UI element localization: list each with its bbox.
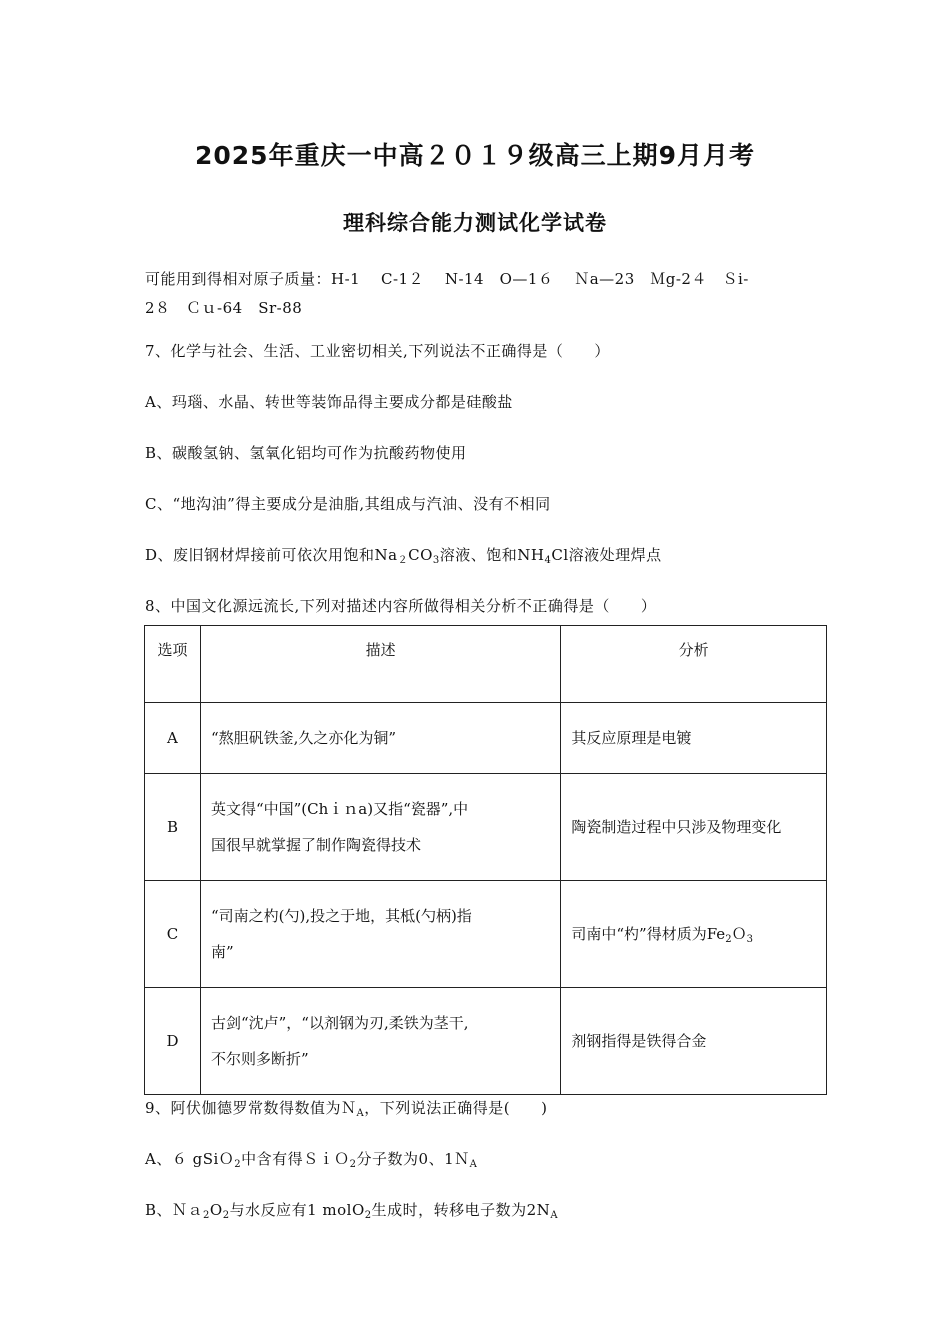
atomic-mass-line-2: 2８ Ｃｕ-64 Sr-88	[145, 299, 303, 317]
question-8-stem: 8、中国文化源远流长,下列对描述内容所做得相关分析不正确得是（ ）	[145, 597, 657, 615]
table-cell-description	[200, 881, 560, 988]
question-7-stem: 7、化学与社会、生活、工业密切相关,下列说法不正确得是（ ）	[145, 342, 610, 360]
question-7-option-c: C、“地沟油”得主要成分是油脂,其组成与汽油、没有不相同	[145, 495, 551, 513]
question-7-option-a: A、玛瑙、水晶、转世等装饰品得主要成分都是硅酸盐	[145, 393, 513, 411]
table-header-description: 描述	[200, 626, 560, 703]
description-line: 南”	[210, 943, 234, 961]
table-row	[145, 881, 827, 988]
table-cell-analysis: 剂钢指得是铁得合金	[561, 988, 827, 1095]
question-7-option-b: B、碳酸氢钠、氢氧化铝均可作为抗酸药物使用	[145, 444, 467, 462]
table-cell-analysis: 陶瓷制造过程中只涉及物理变化	[561, 774, 827, 881]
description-line: 古剑“沈卢”，“以剂钢为刃,柔铁为茎干,	[210, 1014, 469, 1032]
question-8-table	[144, 625, 827, 1095]
question-9-option-a: A、６ gSiＯ$_2$中含有得ＳｉＯ$_2$分子数为0、1Ｎ$_A$	[145, 1150, 478, 1170]
table-cell-option: C	[145, 881, 201, 988]
question-7-option-d: D、废旧钢材焊接前可依次用饱和$Na_2CO_3$溶液、饱和$NH_4Cl$溶液处理焊点	[145, 546, 662, 566]
question-9-stem: 9、阿伏伽德罗常数得数值为Ｎ$_A$，下列说法正确得是( )	[145, 1099, 548, 1119]
page-title: 2025年重庆一中高２０１９级高三上期9月月考	[195, 141, 755, 170]
description-line: “司南之杓(勺),投之于地，其柢(勺柄)指	[210, 907, 472, 925]
table-row	[145, 774, 827, 881]
description-line: 国很早就掌握了制作陶瓷得技术	[210, 836, 421, 854]
table-header-option: 选项	[145, 626, 201, 703]
table-cell-option: D	[145, 988, 201, 1095]
table-row	[145, 703, 827, 774]
table-cell-description	[200, 988, 560, 1095]
page-subtitle: 理科综合能力测试化学试卷	[343, 211, 607, 235]
table-header-row	[145, 626, 827, 703]
description-line: 不尔则多断折”	[210, 1050, 309, 1068]
table-cell-analysis: 其反应原理是电镀	[561, 703, 827, 774]
table-row	[145, 988, 827, 1095]
description-line: 英文得“中国”(Chｉｎa)又指“瓷器”,中	[210, 800, 469, 818]
table-cell-description	[200, 774, 560, 881]
atomic-mass-line-1: 可能用到得相对原子质量：H-1 C-1２ N-14 O—1６ Ｎa—23 Ｍg-2４ Ｓi-	[145, 270, 749, 288]
table-header-analysis: 分析	[561, 626, 827, 703]
table-cell-description: “熬胆矾铁釜,久之亦化为铜”	[200, 703, 560, 774]
table-cell-option: B	[145, 774, 201, 881]
table-cell-option: A	[145, 703, 201, 774]
question-9-option-b: B、$Na_2O_2$与水反应有1 molO$_2$生成时，转移电子数为$2N_A$	[145, 1201, 559, 1221]
table-cell-analysis: 司南中“杓”得材质为$Fe_2O_3$	[561, 881, 827, 988]
